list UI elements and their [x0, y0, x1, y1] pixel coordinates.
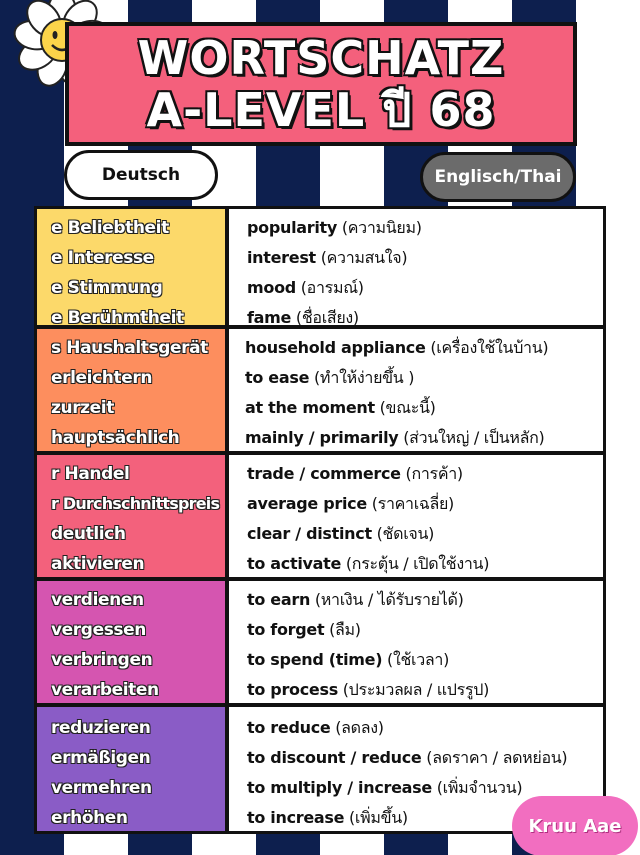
german-word: vergessen — [51, 620, 146, 640]
thai-translation: (ใช้เวลา) — [387, 650, 450, 669]
translation-row — [247, 243, 603, 273]
german-word: erhöhen — [51, 808, 128, 828]
german-word: deutlich — [51, 524, 126, 544]
thai-translation: (หาเงิน / ได้รับรายได้) — [314, 590, 464, 609]
title-banner — [65, 22, 577, 146]
english-word: interest — [247, 248, 316, 267]
vocab-group-3 — [37, 455, 603, 581]
german-column — [37, 707, 229, 831]
translation-column — [229, 581, 603, 703]
english-word: to multiply / increase — [247, 778, 432, 797]
thai-translation: (กระตุ้น / เปิดใช้งาน) — [345, 554, 490, 573]
thai-translation: (ความสนใจ) — [320, 248, 408, 267]
translation-row — [247, 675, 603, 705]
english-word: clear / distinct — [247, 524, 372, 543]
thai-translation: (อารมณ์) — [300, 278, 364, 297]
german-word: r Handel — [51, 464, 130, 484]
german-word: verarbeiten — [51, 680, 159, 700]
german-column — [37, 209, 229, 328]
german-column — [37, 455, 229, 577]
translation-row — [247, 549, 603, 579]
english-word: mood — [247, 278, 296, 297]
translation-row — [247, 585, 603, 615]
german-word: reduzieren — [51, 718, 151, 738]
german-word: e Berühmtheit — [51, 308, 184, 328]
german-word: aktivieren — [51, 554, 145, 574]
german-word: e Stimmung — [51, 278, 163, 298]
title-line-1: WORTSCHATZ — [137, 31, 505, 85]
thai-translation: (ลดราคา / ลดหย่อน) — [426, 748, 568, 767]
translation-row — [247, 213, 603, 243]
german-word: r Durchschnittspreis — [51, 494, 220, 513]
english-word: to earn — [247, 590, 311, 609]
thai-translation: (เครื่องใช้ในบ้าน) — [430, 338, 549, 357]
thai-translation: (ส่วนใหญ่ / เป็นหลัก) — [403, 428, 545, 447]
english-word: trade / commerce — [247, 464, 401, 483]
translation-row — [245, 363, 603, 393]
vocabulary-table — [34, 206, 606, 834]
translation-row — [245, 333, 603, 363]
title-line-2: A-LEVEL ปี 68 — [146, 83, 496, 137]
german-word: s Haushaltsgerät — [51, 338, 208, 358]
translation-row — [247, 615, 603, 645]
thai-translation: (ชัดเจน) — [376, 524, 435, 543]
vocab-group-1 — [37, 209, 603, 329]
translation-row — [245, 393, 603, 423]
english-word: to discount / reduce — [247, 748, 422, 767]
german-word: hauptsächlich — [51, 428, 180, 448]
german-word: vermehren — [51, 778, 152, 798]
vocab-group-4 — [37, 581, 603, 707]
german-word: zurzeit — [51, 398, 114, 418]
translation-row — [245, 423, 603, 453]
thai-translation: (การค้า) — [405, 464, 463, 483]
english-word: to increase — [247, 808, 345, 827]
german-word: erleichtern — [51, 368, 153, 388]
english-word: at the moment — [245, 398, 375, 417]
english-word: to reduce — [247, 718, 331, 737]
translation-column — [229, 209, 603, 325]
english-word: popularity — [247, 218, 338, 237]
thai-translation: (เพิ่มจำนวน) — [436, 778, 523, 797]
translation-row — [247, 273, 603, 303]
thai-translation: (ลืม) — [329, 620, 361, 639]
english-word: to forget — [247, 620, 325, 639]
thai-translation: (ลดลง) — [335, 718, 384, 737]
thai-translation: (ความนิยม) — [341, 218, 422, 237]
english-word: fame — [247, 308, 292, 327]
english-word: to spend (time) — [247, 650, 383, 669]
german-word: verdienen — [51, 590, 144, 610]
german-word: e Interesse — [51, 248, 154, 268]
header-deutsch: Deutsch — [64, 150, 218, 200]
translation-row — [247, 645, 603, 675]
translation-row — [247, 713, 603, 743]
thai-translation: (เพิ่มขึ้น) — [348, 808, 408, 827]
translation-column — [229, 455, 603, 577]
thai-translation: (ชื่อเสียง) — [295, 308, 359, 327]
english-word: to ease — [245, 368, 310, 387]
thai-translation: (ราคาเฉลี่ย) — [371, 494, 455, 513]
translation-row — [247, 743, 603, 773]
translation-column — [229, 329, 603, 451]
author-badge: Kruu Aae — [512, 796, 638, 855]
thai-translation: (ประมวลผล / แปรรูป) — [342, 680, 490, 699]
german-column — [37, 581, 229, 703]
header-englisch-thai: Englisch/Thai — [420, 152, 576, 202]
english-word: average price — [247, 494, 367, 513]
german-word: ermäßigen — [51, 748, 151, 768]
english-word: to process — [247, 680, 338, 699]
german-word: verbringen — [51, 650, 153, 670]
english-word: mainly / primarily — [245, 428, 399, 447]
thai-translation: (ขณะนี้) — [379, 398, 436, 417]
english-word: household appliance — [245, 338, 426, 357]
translation-row — [247, 489, 603, 519]
german-column — [37, 329, 229, 451]
english-word: to activate — [247, 554, 342, 573]
german-word: e Beliebtheit — [51, 218, 169, 238]
translation-row — [247, 459, 603, 489]
thai-translation: (ทำให้ง่ายขึ้น ) — [313, 368, 415, 387]
vocab-group-2 — [37, 329, 603, 455]
translation-row — [247, 519, 603, 549]
